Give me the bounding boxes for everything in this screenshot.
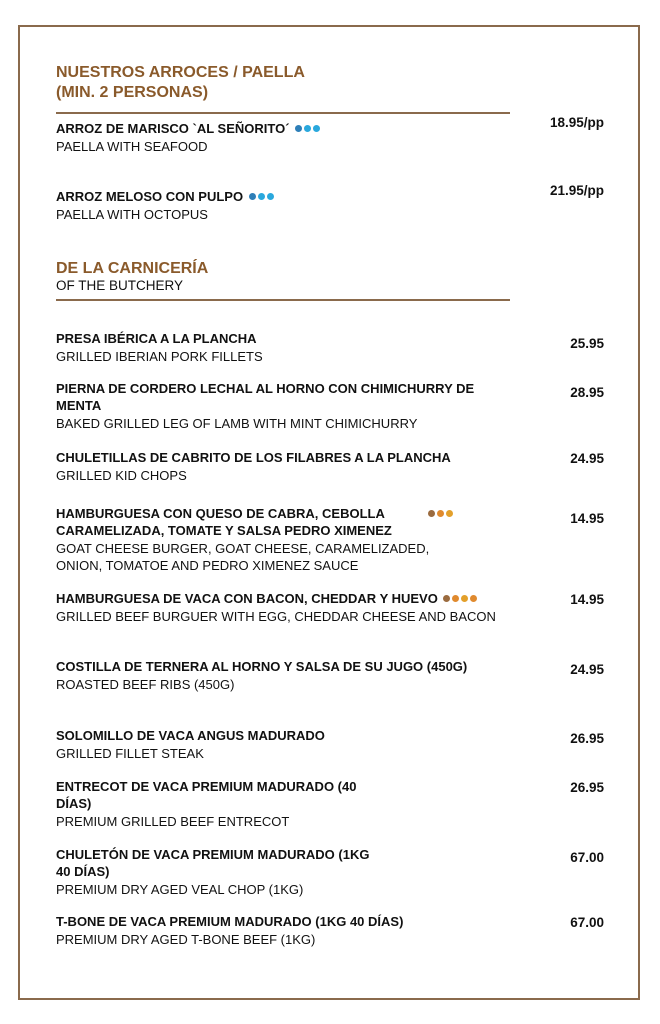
menu-item	[56, 505, 476, 574]
paella-title-line2: (MIN. 2 PERSONAS)	[56, 84, 209, 101]
item-price: 14.95	[570, 511, 604, 526]
item-description: PREMIUM DRY AGED T-BONE BEEF (1KG)	[56, 932, 316, 947]
item-description: GRILLED KID CHOPS	[56, 468, 187, 483]
menu-item	[56, 188, 531, 223]
allergen-icon	[304, 125, 311, 132]
item-name: SOLOMILLO DE VACA ANGUS MADURADO	[56, 728, 325, 743]
allergen-icon	[452, 595, 459, 602]
item-name: PIERNA DE CORDERO LECHAL AL HORNO CON CHIMICHURRY DE MENTA	[56, 381, 475, 413]
item-description: BAKED GRILLED LEG OF LAMB WITH MINT CHIMICHURRY	[56, 416, 418, 431]
item-name: PRESA IBÉRICA A LA PLANCHA	[56, 331, 257, 346]
butchery-section-subtitle: OF THE BUTCHERY	[56, 278, 184, 293]
menu-item	[56, 590, 531, 625]
item-description: GRILLED IBERIAN PORK FILLETS	[56, 349, 263, 364]
item-price: 67.00	[570, 915, 604, 930]
item-name: ARROZ DE MARISCO `AL SEÑORITO´	[56, 120, 531, 137]
item-description: PAELLA WITH SEAFOOD	[56, 139, 208, 154]
item-price: 26.95	[570, 731, 604, 746]
item-description: PREMIUM DRY AGED VEAL CHOP (1KG)	[56, 882, 304, 897]
allergen-icon	[249, 193, 256, 200]
item-price: 25.95	[570, 336, 604, 351]
item-description: GRILLED FILLET STEAK	[56, 746, 204, 761]
item-description: GRILLED BEEF BURGUER WITH EGG, CHEDDAR CHEESE AND BACON	[56, 609, 496, 624]
allergen-icon	[313, 125, 320, 132]
menu-item	[56, 913, 531, 948]
paella-divider	[56, 112, 510, 114]
item-name: CHULETÓN DE VACA PREMIUM MADURADO (1KG 40 DÍAS)	[56, 847, 370, 879]
allergen-icon	[258, 193, 265, 200]
allergen-icon	[428, 510, 435, 517]
paella-section-title	[56, 63, 305, 103]
item-price: 28.95	[570, 385, 604, 400]
menu-item	[56, 658, 476, 693]
item-name: HAMBURGUESA CON QUESO DE CABRA, CEBOLLA CARAMELIZADA, TOMATE Y SALSA PEDRO XIMENEZ	[56, 505, 476, 539]
menu-item	[56, 330, 531, 365]
allergen-icon	[437, 510, 444, 517]
allergen-icons	[426, 505, 453, 522]
allergen-icon	[470, 595, 477, 602]
butchery-divider	[56, 299, 510, 301]
item-price: 14.95	[570, 592, 604, 607]
allergen-icon	[295, 125, 302, 132]
allergen-icon	[443, 595, 450, 602]
item-name: CHULETILLAS DE CABRITO DE LOS FILABRES A LA PLANCHA	[56, 450, 451, 465]
item-price: 26.95	[570, 780, 604, 795]
item-description: PAELLA WITH OCTOPUS	[56, 207, 208, 222]
menu-item	[56, 846, 386, 898]
allergen-icon	[461, 595, 468, 602]
item-description: ROASTED BEEF RIBS (450G)	[56, 677, 235, 692]
allergen-icon	[267, 193, 274, 200]
allergen-icon	[446, 510, 453, 517]
menu-item	[56, 449, 546, 484]
item-description: GOAT CHEESE BURGER, GOAT CHEESE, CARAMELIZADED, ONION, TOMATOE AND PEDRO XIMENEZ SAUCE	[56, 541, 430, 573]
item-price: 21.95/pp	[549, 183, 604, 198]
paella-title-line1: NUESTROS ARROCES / PAELLA	[56, 64, 305, 81]
menu-item	[56, 727, 531, 762]
item-name: ARROZ MELOSO CON PULPO	[56, 188, 531, 205]
menu-item	[56, 380, 501, 432]
butchery-section-title: DE LA CARNICERÍA	[56, 260, 209, 277]
item-price: 24.95	[570, 451, 604, 466]
menu-item	[56, 120, 531, 155]
menu-item	[56, 778, 386, 830]
item-description: PREMIUM GRILLED BEEF ENTRECOT	[56, 814, 290, 829]
item-price: 67.00	[570, 850, 604, 865]
item-name: HAMBURGUESA DE VACA CON BACON, CHEDDAR Y HUEVO	[56, 590, 531, 607]
item-price: 24.95	[570, 662, 604, 677]
item-price: 18.95/pp	[549, 115, 604, 130]
item-name: T-BONE DE VACA PREMIUM MADURADO (1KG 40 DÍAS)	[56, 914, 404, 929]
item-name: COSTILLA DE TERNERA AL HORNO Y SALSA DE SU JUGO (450G)	[56, 659, 468, 674]
item-name: ENTRECOT DE VACA PREMIUM MADURADO (40 DÍAS)	[56, 779, 357, 811]
